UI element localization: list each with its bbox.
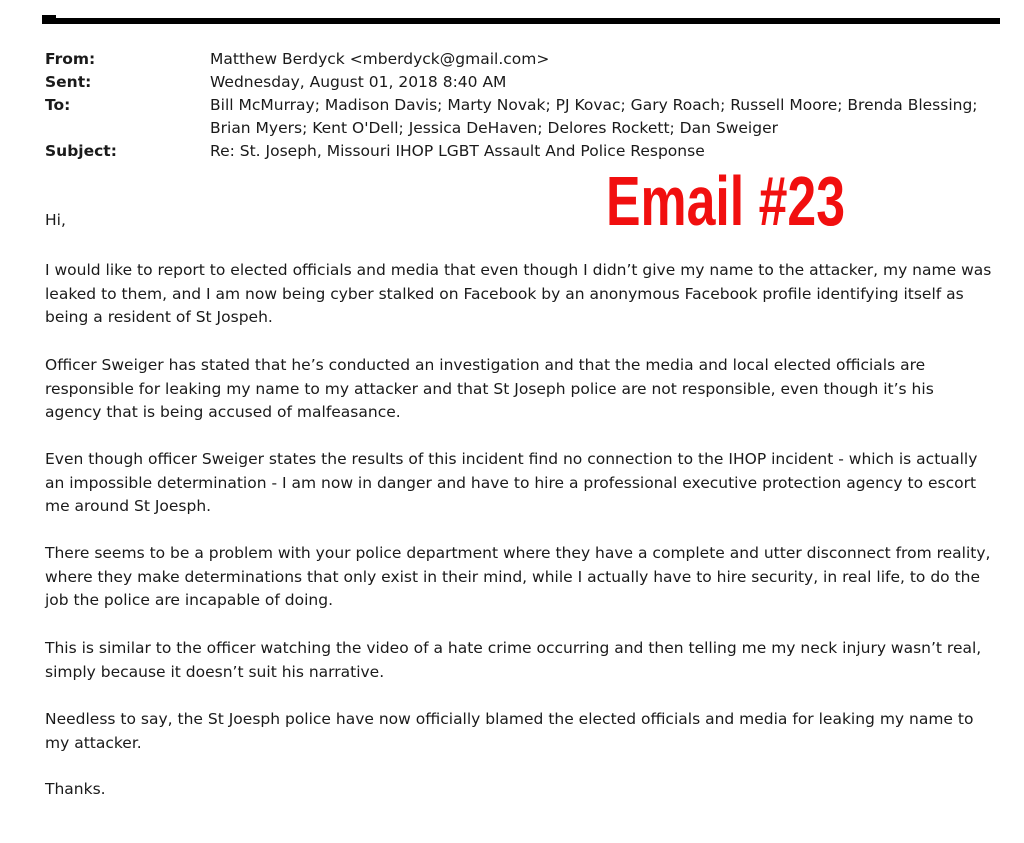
greeting: Hi,: [45, 211, 66, 229]
body-paragraph-4: [45, 542, 995, 613]
body-paragraph-3: [45, 448, 995, 519]
subject-row: [45, 140, 995, 163]
email-number-stamp: Email #23: [606, 162, 846, 240]
paragraph-text: Officer Sweiger has stated that he’s conducted an investigation and that the media and local elected officials are responsible for leaking my name to my attacker and that St Joseph police are not responsible, even though it’s his agency that is being accused of malfeasance.: [45, 356, 934, 421]
from-row: [45, 48, 995, 71]
to-value: Bill McMurray; Madison Davis; Marty Novak; PJ Kovac; Gary Roach; Russell Moore; Brenda Blessing; Brian Myers; Kent O'Dell; Jessica DeHaven; Delores Rockett; Dan Sweiger: [210, 96, 978, 137]
paragraph-text: Needless to say, the St Joesph police have now officially blamed the elected officials and media for leaking my name to my attacker.: [45, 710, 974, 752]
body-paragraph-5: [45, 637, 995, 684]
body-paragraph-1: [45, 259, 995, 330]
paragraph-text: I would like to report to elected officials and media that even though I didn’t give my name to the attacker, my name was leaked to them, and I am now being cyber stalked on Facebook by an anonymous Facebook profile identifying itself as being a resident of St Jospeh.: [45, 261, 992, 326]
paragraph-text: Even though officer Sweiger states the results of this incident find no connection to the IHOP incident - which is actually an impossible determination - I am now in danger and have to hire a professional executive protection agency to escort me around St Joesph.: [45, 450, 978, 515]
subject-label: Subject:: [45, 142, 117, 160]
header-rule: [42, 18, 1000, 24]
body-paragraph-6: [45, 708, 995, 755]
sent-label: Sent:: [45, 73, 92, 91]
body-paragraph-2: [45, 354, 995, 425]
sent-row: [45, 71, 995, 94]
to-label: To:: [45, 96, 71, 114]
sent-value: Wednesday, August 01, 2018 8:40 AM: [210, 73, 507, 91]
from-value: Matthew Berdyck <mberdyck@gmail.com>: [210, 50, 550, 68]
paragraph-text: There seems to be a problem with your police department where they have a complete and utter disconnect from reality, where they make determinations that only exist in their mind, while I actually have to hire security, in real life, to do the job the police are incapable of doing.: [45, 544, 991, 609]
to-row: [45, 94, 995, 140]
subject-value: Re: St. Joseph, Missouri IHOP LGBT Assault And Police Response: [210, 142, 705, 160]
closing: Thanks.: [45, 780, 106, 798]
from-label: From:: [45, 50, 96, 68]
paragraph-text: This is similar to the officer watching the video of a hate crime occurring and then telling me my neck injury wasn’t real, simply because it doesn’t suit his narrative.: [45, 639, 982, 681]
email-headers: [45, 48, 995, 163]
